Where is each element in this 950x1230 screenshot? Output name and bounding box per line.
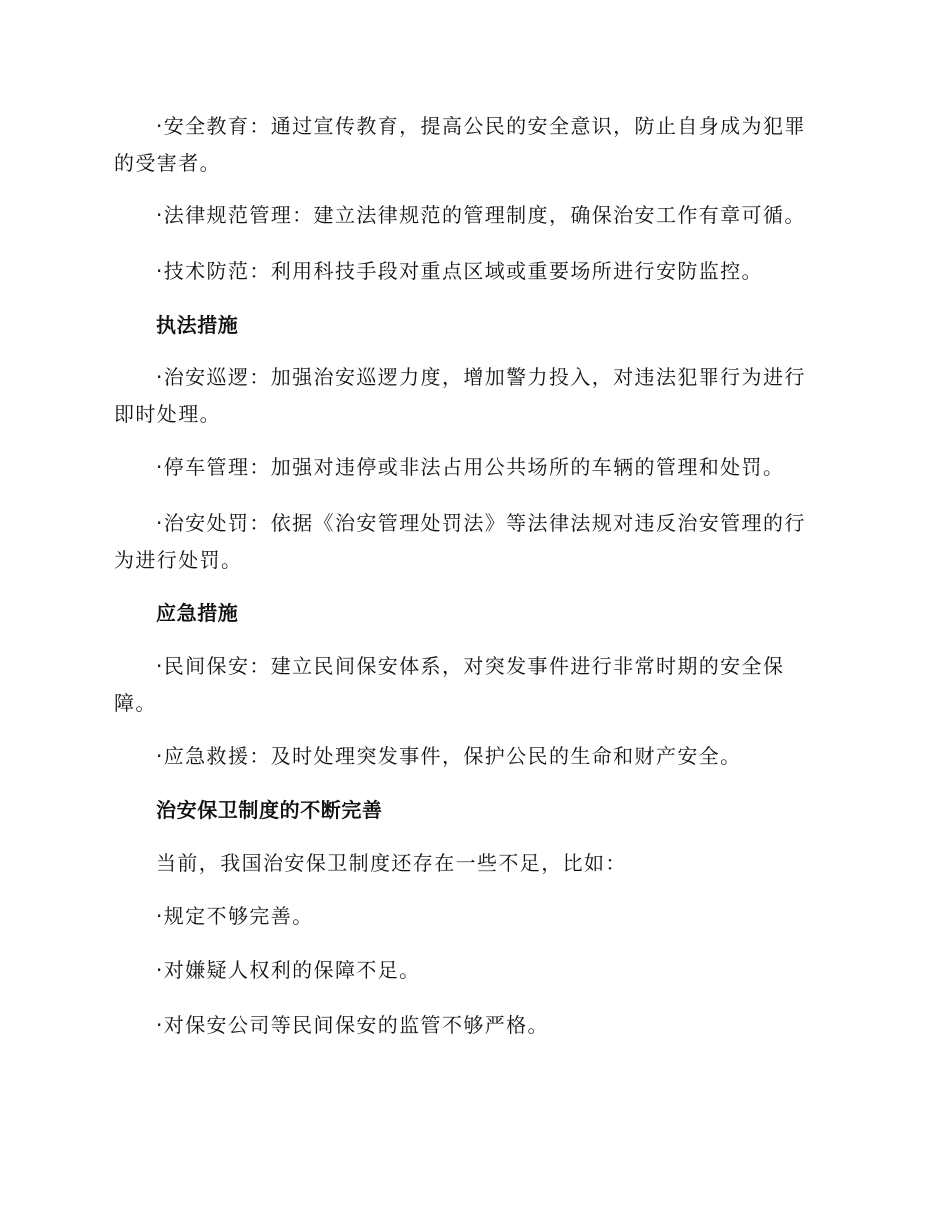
bullet-patrol: ·治安巡逻：加强治安巡逻力度，增加警力投入，对违法犯罪行为进行即时处理。 <box>114 365 806 426</box>
bullet-technical-prevention: ·技术防范：利用科技手段对重点区域或重要场所进行安防监控。 <box>156 259 763 283</box>
heading-enforcement-measures: 执法措施 <box>156 313 239 337</box>
bullet-civil-security: ·民间保安：建立民间保安体系，对突发事件进行非常时期的安全保障。 <box>114 654 785 715</box>
bullet-emergency-rescue: ·应急救援：及时处理突发事件，保护公民的生命和财产安全。 <box>156 744 742 768</box>
heading-system-improvement: 治安保卫制度的不断完善 <box>156 798 383 822</box>
bullet-suspect-rights: ·对嫌疑人权利的保障不足。 <box>156 958 421 982</box>
heading-emergency-measures: 应急措施 <box>156 601 239 625</box>
bullet-parking-management: ·停车管理：加强对违停或非法占用公共场所的车辆的管理和处罚。 <box>156 455 785 479</box>
bullet-private-security-oversight: ·对保安公司等民间保安的监管不够严格。 <box>156 1013 549 1037</box>
bullet-legal-management: ·法律规范管理：建立法律规范的管理制度，确保治安工作有章可循。 <box>156 203 806 227</box>
paragraph-current-shortcomings: 当前，我国治安保卫制度还存在一些不足，比如： <box>156 851 627 875</box>
bullet-penalties: ·治安处罚：依据《治安管理处罚法》等法律法规对违反治安管理的行为进行处罚。 <box>114 511 806 572</box>
bullet-safety-education: ·安全教育：通过宣传教育，提高公民的安全意识，防止自身成为犯罪的受害者。 <box>114 114 806 175</box>
bullet-rules-incomplete: ·规定不够完善。 <box>156 904 314 928</box>
